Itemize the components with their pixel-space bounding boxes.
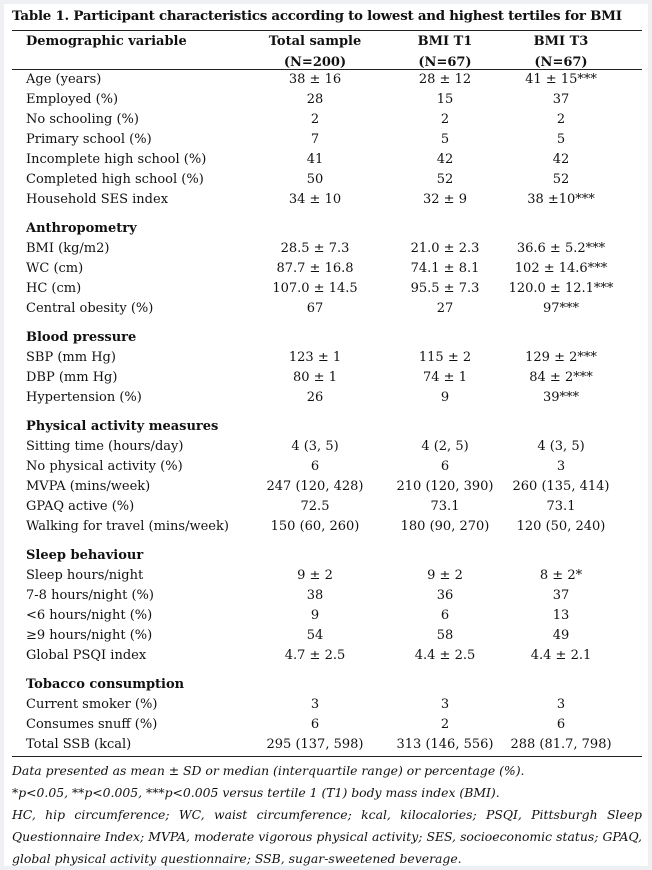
header-t3 xyxy=(496,31,626,73)
row-label: No schooling (%) xyxy=(26,112,139,127)
row-label: Global PSQI index xyxy=(26,648,147,663)
header-variable: Demographic variable xyxy=(26,34,187,49)
table-row xyxy=(12,259,642,279)
table-row xyxy=(12,606,642,626)
table-row xyxy=(12,130,642,150)
t3-value: 39*** xyxy=(542,390,580,405)
t3-value: 102 ± 14.6*** xyxy=(514,261,608,276)
table-row xyxy=(12,715,642,735)
t1-value: 42 xyxy=(436,152,454,167)
t1-value: 74.1 ± 8.1 xyxy=(410,261,480,276)
row-label: Household SES index xyxy=(26,192,169,207)
table-row xyxy=(12,239,642,259)
section-heading xyxy=(12,675,642,695)
t1-value: 58 xyxy=(436,628,454,643)
row-label: ≥9 hours/night (%) xyxy=(26,628,153,643)
t1-value: 5 xyxy=(440,132,450,147)
t3-value: 2 xyxy=(556,112,566,127)
section-title: Physical activity measures xyxy=(26,419,219,434)
t1-value: 74 ± 1 xyxy=(423,370,467,385)
header-t1-label: BMI T1 xyxy=(417,34,473,49)
total-value: 50 xyxy=(306,172,324,187)
table-row xyxy=(12,477,642,497)
table-row xyxy=(12,626,642,646)
t3-value: 84 ± 2*** xyxy=(529,370,593,385)
t3-value: 41 ± 15*** xyxy=(525,72,597,87)
total-value: 34 ± 10 xyxy=(288,192,342,207)
row-label: MVPA (mins/week) xyxy=(26,479,151,494)
header-t1-n: (N=67) xyxy=(418,55,472,70)
header-total-n: (N=200) xyxy=(283,55,347,70)
t3-value: 36.6 ± 5.2*** xyxy=(516,241,606,256)
row-label: Employed (%) xyxy=(26,92,119,107)
total-value: 67 xyxy=(306,301,324,316)
row-label: No physical activity (%) xyxy=(26,459,183,474)
total-value: 26 xyxy=(306,390,324,405)
table-row xyxy=(12,279,642,299)
total-value: 9 ± 2 xyxy=(297,568,333,583)
t3-value: 37 xyxy=(552,588,570,603)
t3-value: 120.0 ± 12.1*** xyxy=(508,281,614,296)
t1-value: 9 ± 2 xyxy=(427,568,463,583)
t3-value: 8 ± 2* xyxy=(539,568,583,583)
t3-value: 3 xyxy=(556,459,566,474)
total-value: 80 ± 1 xyxy=(293,370,337,385)
header-t3-n: (N=67) xyxy=(534,55,588,70)
row-label: BMI (kg/m2) xyxy=(26,241,110,256)
t3-value: 73.1 xyxy=(546,499,576,514)
total-value: 38 ± 16 xyxy=(288,72,342,87)
table-title: Table 1. Participant characteristics according to lowest and highest tertiles for BMI xyxy=(12,8,622,24)
row-label: Primary school (%) xyxy=(26,132,152,147)
total-value: 107.0 ± 14.5 xyxy=(272,281,358,296)
table-row xyxy=(12,437,642,457)
table-row xyxy=(12,517,642,537)
t3-value: 129 ± 2*** xyxy=(525,350,597,365)
total-value: 38 xyxy=(306,588,324,603)
section-title: Sleep behaviour xyxy=(26,548,144,563)
header-t1 xyxy=(380,31,510,73)
t3-value: 288 (81.7, 798) xyxy=(510,737,612,752)
total-value: 41 xyxy=(306,152,324,167)
total-value: 6 xyxy=(310,459,320,474)
t1-value: 313 (146, 556) xyxy=(396,737,494,752)
t1-value: 95.5 ± 7.3 xyxy=(410,281,480,296)
t1-value: 15 xyxy=(436,92,454,107)
t3-value: 120 (50, 240) xyxy=(516,519,606,534)
t1-value: 73.1 xyxy=(430,499,460,514)
t1-value: 115 ± 2 xyxy=(418,350,472,365)
row-label: WC (cm) xyxy=(26,261,84,276)
table-row xyxy=(12,170,642,190)
t1-value: 3 xyxy=(440,697,450,712)
table-row xyxy=(12,695,642,715)
total-value: 28 xyxy=(306,92,324,107)
t3-value: 260 (135, 414) xyxy=(512,479,610,494)
footnote: Data presented as mean ± SD or median (interquartile range) or percentage (%). xyxy=(12,763,525,778)
t1-value: 2 xyxy=(440,112,450,127)
t1-value: 28 ± 12 xyxy=(418,72,472,87)
total-value: 28.5 ± 7.3 xyxy=(280,241,350,256)
row-label: Sitting time (hours/day) xyxy=(26,439,184,454)
total-value: 7 xyxy=(310,132,320,147)
total-value: 87.7 ± 16.8 xyxy=(276,261,354,276)
t3-value: 49 xyxy=(552,628,570,643)
table-row xyxy=(12,299,642,319)
total-value: 123 ± 1 xyxy=(288,350,342,365)
total-value: 4 (3, 5) xyxy=(291,439,339,454)
table-row xyxy=(12,586,642,606)
table-row xyxy=(12,90,642,110)
footnote: HC, hip circumference; WC, waist circumference; kcal, kilocalories; PSQI, Pittsburgh Sleep Questionnaire Index; MVPA, moderate vigorous physical activity; SES, socioeconomic status; GPAQ, global physical activity questionnaire; SSB, sugar-sweetened beverage. xyxy=(12,807,642,866)
table-row xyxy=(12,110,642,130)
section-title: Blood pressure xyxy=(26,330,137,345)
table-row xyxy=(12,368,642,388)
row-label: Current smoker (%) xyxy=(26,697,158,712)
t3-value: 4.4 ± 2.1 xyxy=(530,648,592,663)
t1-value: 32 ± 9 xyxy=(423,192,467,207)
t1-value: 180 (90, 270) xyxy=(400,519,490,534)
t1-value: 9 xyxy=(440,390,450,405)
row-label: Consumes snuff (%) xyxy=(26,717,158,732)
table-row xyxy=(12,497,642,517)
row-label: GPAQ active (%) xyxy=(26,499,135,514)
total-value: 3 xyxy=(310,697,320,712)
table-row xyxy=(12,70,642,90)
row-label: SBP (mm Hg) xyxy=(26,350,116,365)
table-row xyxy=(12,190,642,210)
table-row xyxy=(12,150,642,170)
t3-value: 4 (3, 5) xyxy=(537,439,585,454)
t1-value: 2 xyxy=(440,717,450,732)
t1-value: 4 (2, 5) xyxy=(421,439,469,454)
header-total xyxy=(250,31,380,73)
t3-value: 37 xyxy=(552,92,570,107)
table-row xyxy=(12,735,642,755)
total-value: 150 (60, 260) xyxy=(270,519,360,534)
t1-value: 4.4 ± 2.5 xyxy=(414,648,476,663)
row-label: Sleep hours/night xyxy=(26,568,144,583)
t3-value: 13 xyxy=(552,608,570,623)
t3-value: 6 xyxy=(556,717,566,732)
row-label: Total SSB (kcal) xyxy=(26,737,132,752)
row-label: Completed high school (%) xyxy=(26,172,204,187)
t1-value: 36 xyxy=(436,588,454,603)
total-value: 72.5 xyxy=(300,499,330,514)
section-heading xyxy=(12,546,642,566)
section-heading xyxy=(12,417,642,437)
section-heading xyxy=(12,328,642,348)
section-title: Tobacco consumption xyxy=(26,677,185,692)
table-row xyxy=(12,646,642,666)
row-label: Hypertension (%) xyxy=(26,390,142,405)
t1-value: 6 xyxy=(440,459,450,474)
footnotes xyxy=(12,760,642,870)
t1-value: 6 xyxy=(440,608,450,623)
t1-value: 52 xyxy=(436,172,454,187)
header-t3-label: BMI T3 xyxy=(533,34,589,49)
t3-value: 52 xyxy=(552,172,570,187)
section-heading xyxy=(12,219,642,239)
total-value: 4.7 ± 2.5 xyxy=(284,648,346,663)
row-label: 7-8 hours/night (%) xyxy=(26,588,154,603)
table-row xyxy=(12,388,642,408)
row-label: Incomplete high school (%) xyxy=(26,152,207,167)
section-title: Anthropometry xyxy=(26,221,137,236)
total-value: 247 (120, 428) xyxy=(266,479,364,494)
row-label: Walking for travel (mins/week) xyxy=(26,519,229,534)
t1-value: 21.0 ± 2.3 xyxy=(410,241,480,256)
row-label: DBP (mm Hg) xyxy=(26,370,118,385)
table-row xyxy=(12,348,642,368)
total-value: 2 xyxy=(310,112,320,127)
footnote: *p<0.05, **p<0.005, ***p<0.005 versus tertile 1 (T1) body mass index (BMI). xyxy=(12,785,500,800)
total-value: 6 xyxy=(310,717,320,732)
bottom-rule xyxy=(12,756,642,757)
t3-value: 97*** xyxy=(542,301,580,316)
t3-value: 38 ±10*** xyxy=(527,192,595,207)
table-row xyxy=(12,457,642,477)
total-value: 295 (137, 598) xyxy=(266,737,364,752)
t1-value: 27 xyxy=(436,301,454,316)
row-label: Age (years) xyxy=(26,72,102,87)
t3-value: 5 xyxy=(556,132,566,147)
total-value: 9 xyxy=(310,608,320,623)
header-total-label: Total sample xyxy=(268,34,362,49)
table-row xyxy=(12,566,642,586)
row-label: HC (cm) xyxy=(26,281,82,296)
total-value: 54 xyxy=(306,628,324,643)
t1-value: 210 (120, 390) xyxy=(396,479,494,494)
t3-value: 42 xyxy=(552,152,570,167)
t3-value: 3 xyxy=(556,697,566,712)
row-label: <6 hours/night (%) xyxy=(26,608,153,623)
row-label: Central obesity (%) xyxy=(26,301,154,316)
